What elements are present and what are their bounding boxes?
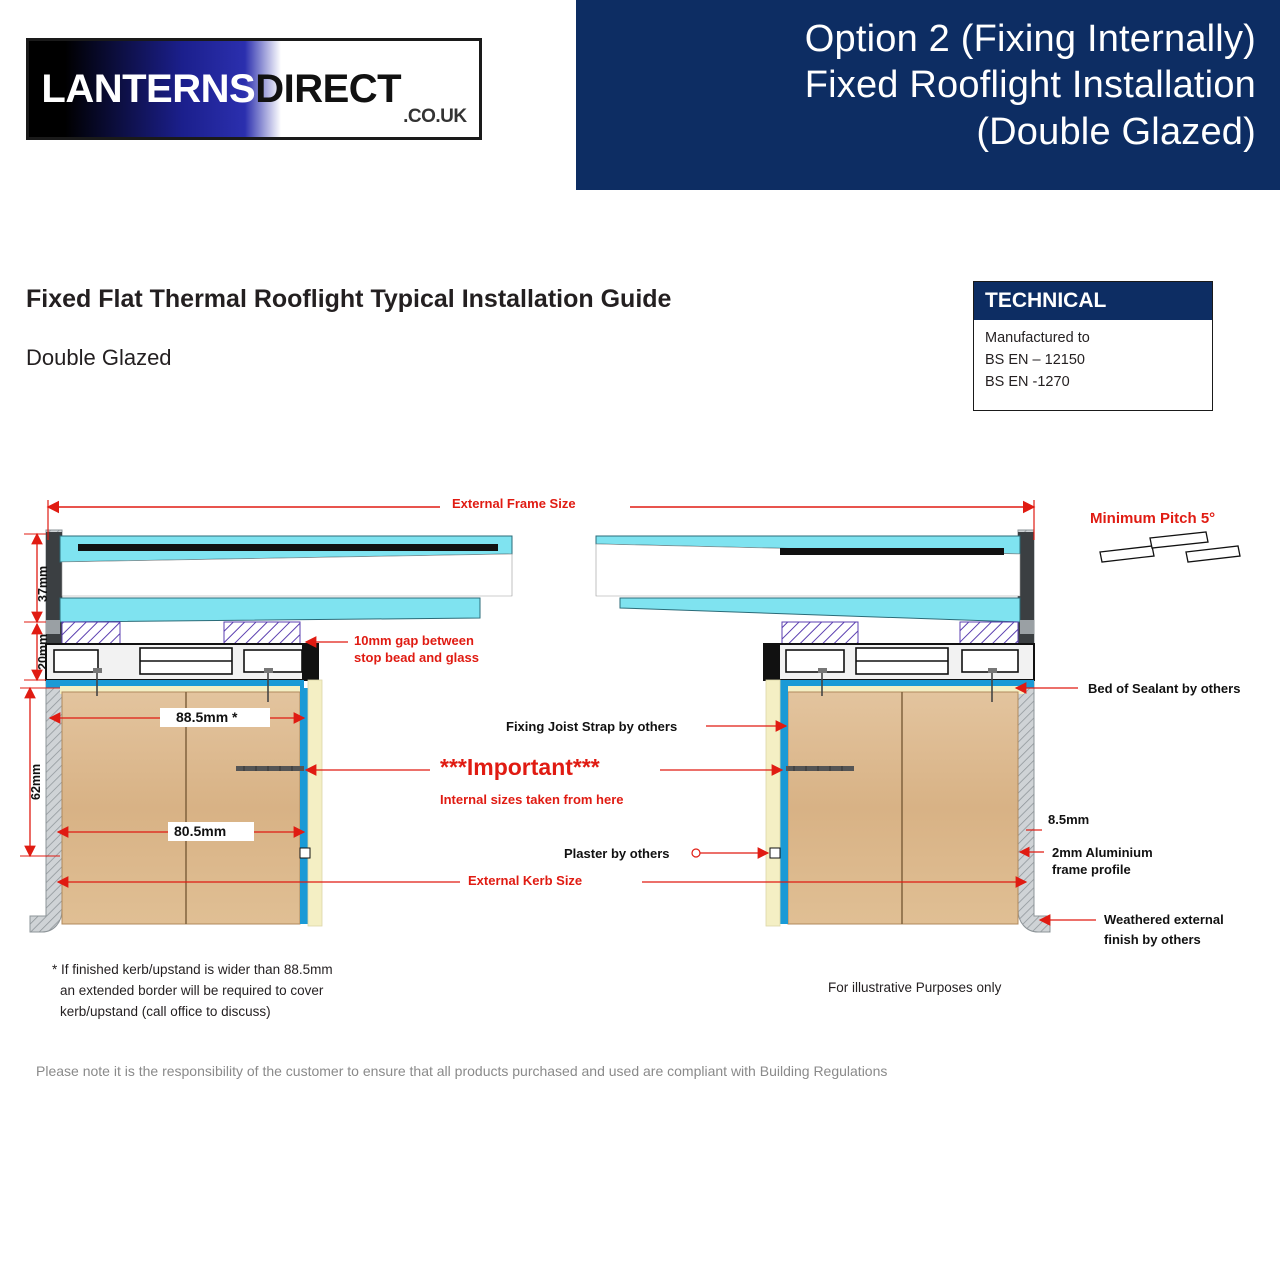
label-8-5mm: 8.5mm bbox=[1048, 812, 1090, 827]
dim-62mm: 62mm bbox=[29, 763, 43, 800]
label-important: ***Important*** bbox=[440, 754, 600, 780]
label-bed-of-sealant: Bed of Sealant by others bbox=[1088, 681, 1241, 696]
label-external-kerb-size: External Kerb Size bbox=[468, 873, 583, 888]
technical-body bbox=[974, 320, 1212, 393]
label-10mm-gap-line2: stop bead and glass bbox=[354, 650, 479, 665]
label-weathered-line2: finish by others bbox=[1104, 932, 1201, 947]
header-title-line-2: Fixed Rooflight Installation bbox=[804, 64, 1256, 107]
page-header-title bbox=[616, 16, 1256, 155]
logo-suffix-couk: .CO.UK bbox=[403, 106, 467, 127]
technical-line-3: BS EN -1270 bbox=[985, 373, 1070, 390]
header-title-line-1: Option 2 (Fixing Internally) bbox=[804, 18, 1256, 60]
technical-line-2: BS EN – 12150 bbox=[985, 351, 1085, 368]
installation-cross-section-diagram bbox=[0, 470, 1280, 1030]
technical-box bbox=[973, 281, 1213, 411]
label-plaster-by-others: Plaster by others bbox=[564, 846, 670, 861]
dim-88-5mm: 88.5mm * bbox=[176, 709, 238, 725]
illustrative-purposes-note: For illustrative Purposes only bbox=[828, 980, 1002, 995]
label-important-sub: Internal sizes taken from here bbox=[440, 792, 624, 807]
kerb-footnote-line-2: an extended border will be required to cover bbox=[60, 982, 324, 998]
label-2mm-aluminium-line2: frame profile bbox=[1052, 862, 1131, 877]
label-weathered-line1: Weathered external bbox=[1104, 912, 1224, 927]
label-minimum-pitch: Minimum Pitch 5° bbox=[1090, 510, 1216, 527]
kerb-footnote-line-3: kerb/upstand (call office to discuss) bbox=[60, 1003, 271, 1019]
kerb-footnote-line-1: * If finished kerb/upstand is wider than 88.5mm bbox=[52, 962, 333, 977]
logo-word-direct: DIRECT bbox=[255, 66, 402, 111]
lanterns-direct-logo bbox=[26, 38, 482, 140]
logo-word-lanterns: LANTERNS bbox=[41, 66, 256, 111]
dim-80-5mm: 80.5mm bbox=[174, 823, 227, 839]
page-title: Fixed Flat Thermal Rooflight Typical Installation Guide bbox=[26, 285, 672, 313]
kerb-footnote bbox=[52, 960, 333, 1023]
building-regulations-disclaimer: Please note it is the responsibility of the customer to ensure that all products purchased and used are compliant with Building Regulations bbox=[36, 1063, 888, 1079]
label-2mm-aluminium-line1: 2mm Aluminium bbox=[1052, 845, 1153, 860]
technical-line-1: Manufactured to bbox=[985, 330, 1090, 346]
dim-20mm: 20mm bbox=[36, 633, 50, 670]
diagram-svg bbox=[0, 470, 1280, 1030]
technical-heading: TECHNICAL bbox=[974, 282, 1212, 320]
label-fixing-joist-strap: Fixing Joist Strap by others bbox=[506, 719, 678, 734]
minimum-pitch-icon bbox=[1100, 532, 1240, 562]
header-title-line-3: (Double Glazed) bbox=[976, 110, 1256, 153]
page-subtitle: Double Glazed bbox=[26, 345, 172, 370]
dim-37mm: 37mm bbox=[36, 565, 50, 602]
logo-text bbox=[29, 41, 479, 137]
label-external-frame-size: External Frame Size bbox=[452, 496, 576, 511]
label-10mm-gap-line1: 10mm gap between bbox=[354, 633, 474, 648]
